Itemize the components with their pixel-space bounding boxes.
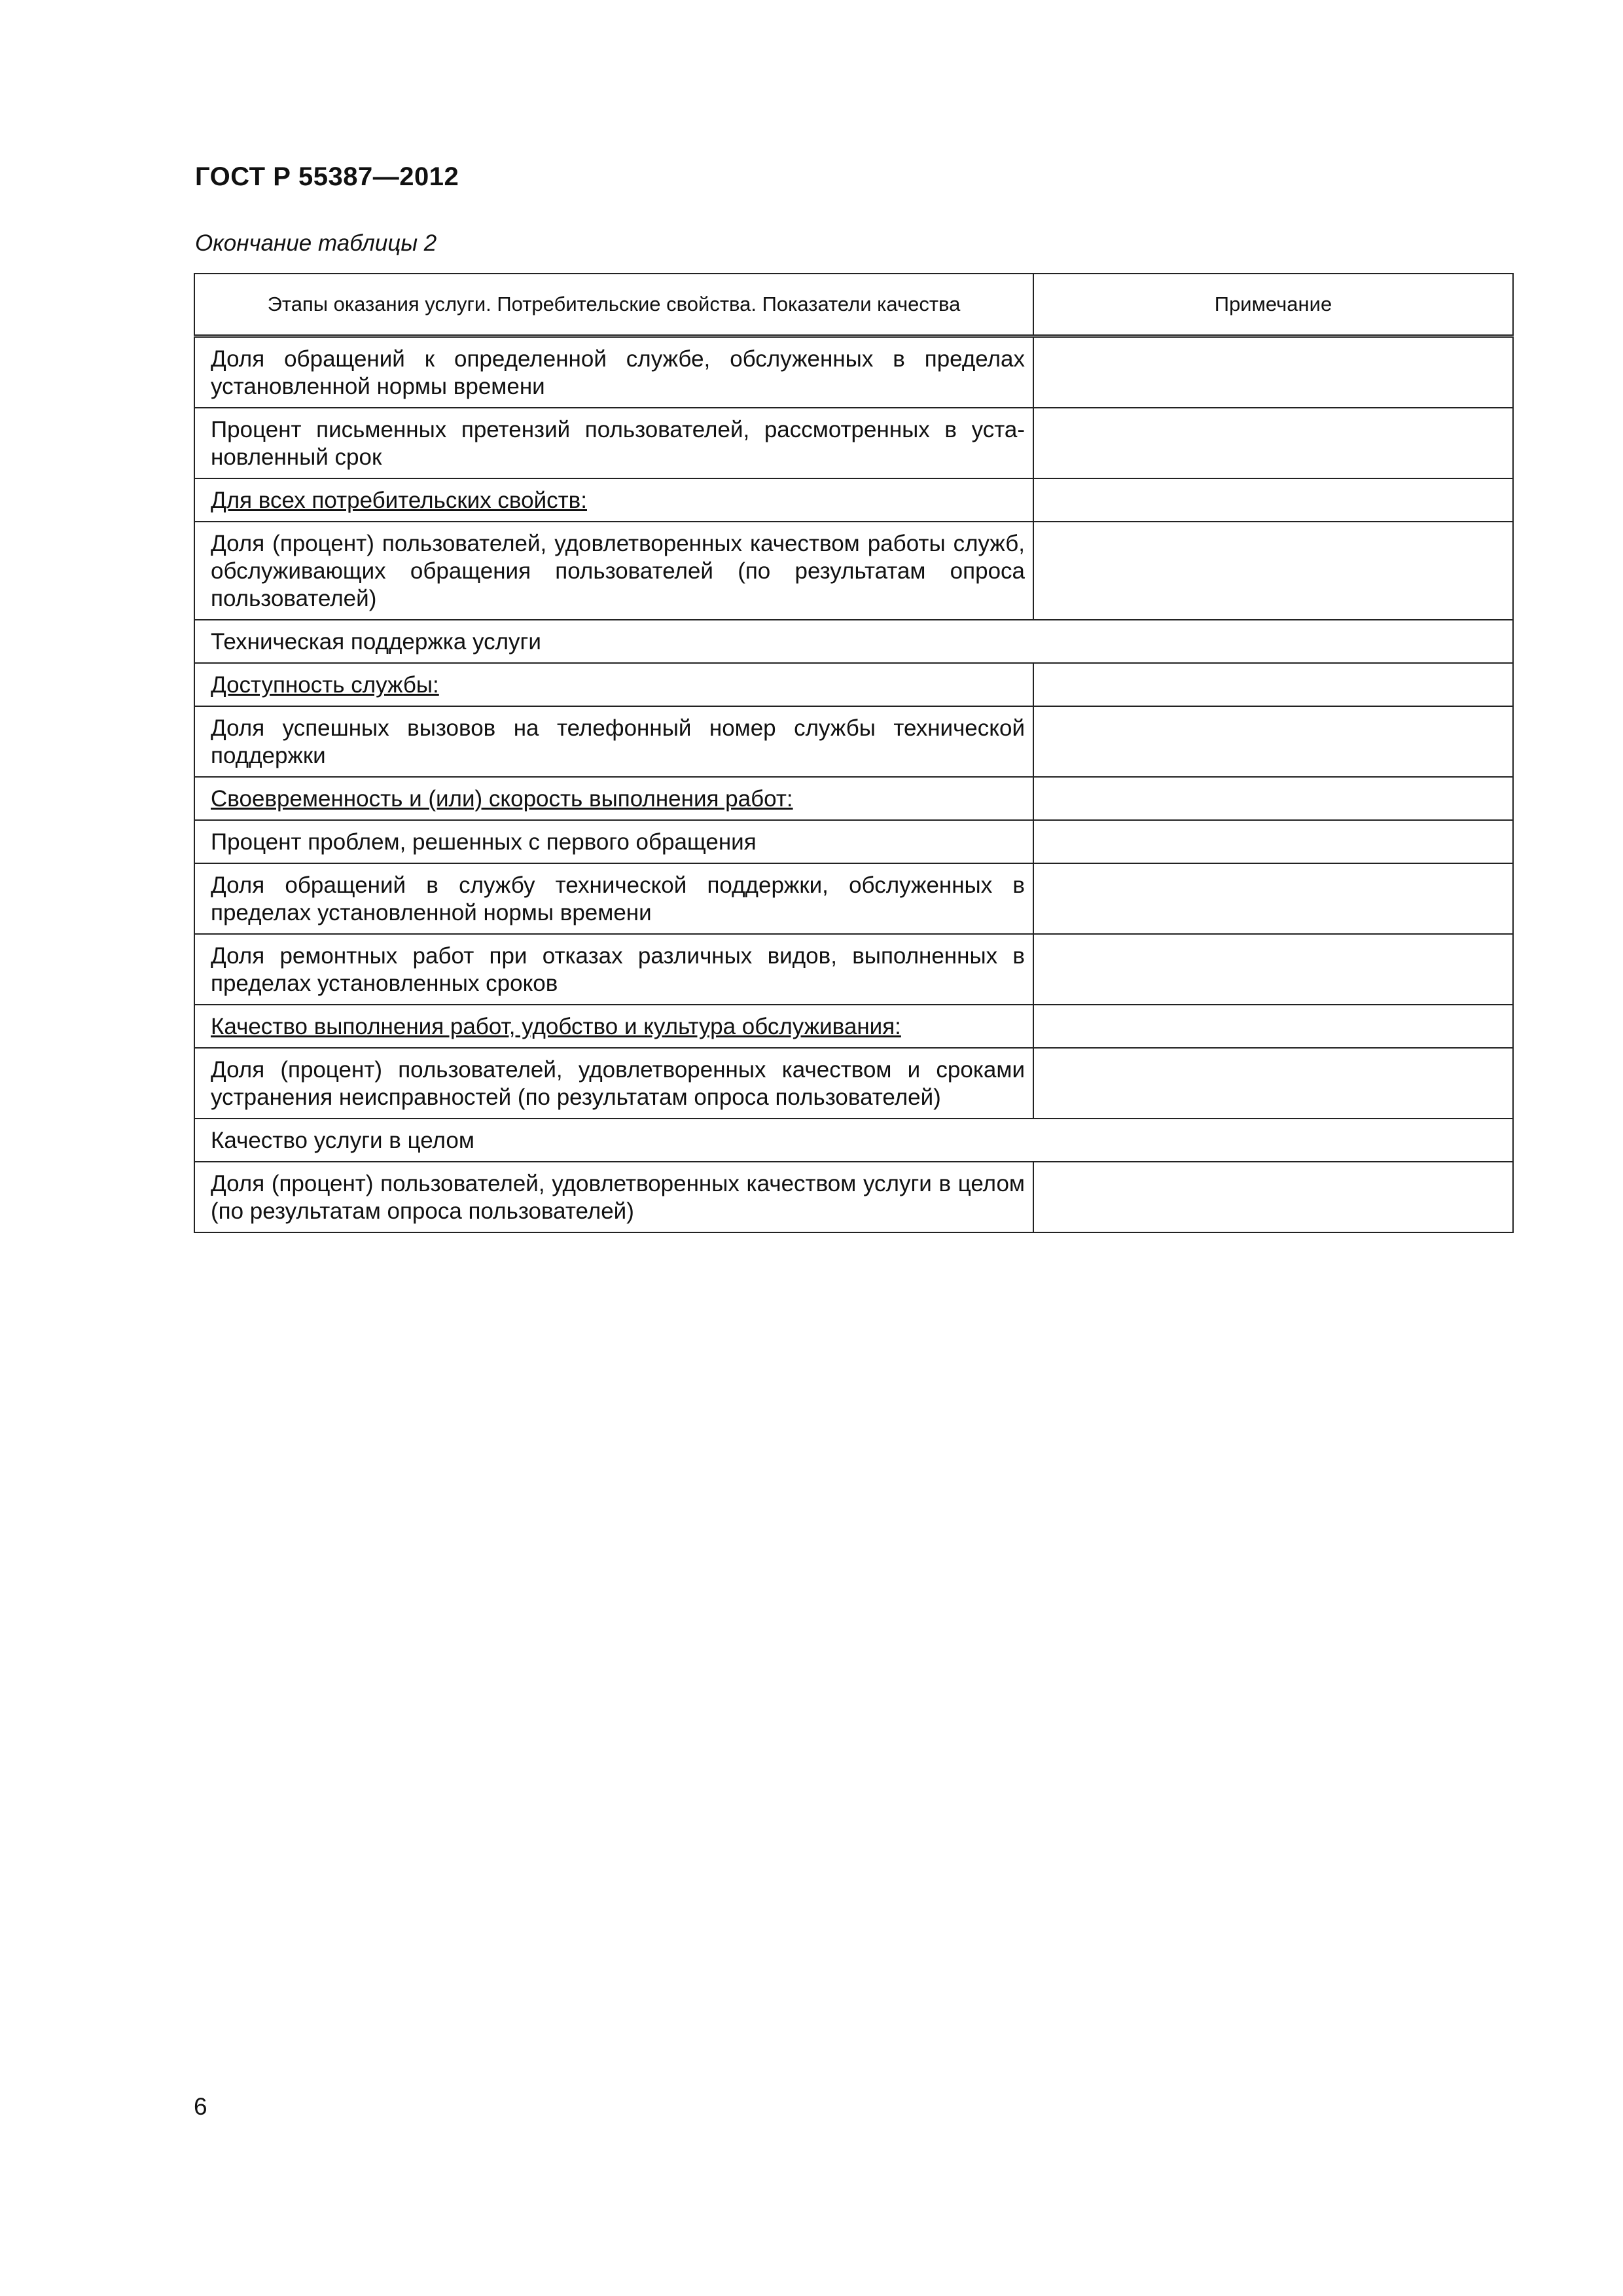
- table-row: [194, 1048, 1513, 1119]
- note-cell: [1033, 478, 1513, 522]
- property-category-label: Доступность службы:: [211, 672, 439, 698]
- property-category-cell: [194, 478, 1033, 522]
- section-row: [194, 620, 1513, 663]
- table-caption: Окончание таблицы 2: [195, 230, 437, 256]
- section-title-technical-support: Техническая поддержка услуги: [194, 620, 1513, 663]
- indicator-cell: Доля обращений в службу технической поддержки, обслуженных в пределах установленной нормы времени: [194, 863, 1033, 934]
- indicator-cell: Доля ремонтных работ при отказах различных видов, выполненных в пределах установленных сроков: [194, 934, 1033, 1005]
- table-row: [194, 1162, 1513, 1232]
- property-category-cell: [194, 777, 1033, 820]
- table-row: [194, 408, 1513, 478]
- indicator-cell: Доля (процент) пользователей, удовлетворенных качеством услуги в целом (по результатам опроса пользователей): [194, 1162, 1033, 1232]
- note-cell: [1033, 863, 1513, 934]
- table-header-row: [194, 274, 1513, 336]
- column-header-note: Примечание: [1033, 274, 1513, 336]
- property-category-label: Для всех потребительских свойств:: [211, 488, 587, 513]
- indicator-cell: Доля обращений к определенной службе, обслуженных в пределах установленной нормы времени: [194, 336, 1033, 408]
- document-code-header: ГОСТ Р 55387—2012: [195, 162, 459, 191]
- section-title-overall-quality: Качество услуги в целом: [194, 1119, 1513, 1162]
- indicator-cell: Доля успешных вызовов на телефонный номер службы технической поддержки: [194, 706, 1033, 777]
- quality-indicators-table: [194, 273, 1514, 1233]
- note-cell: [1033, 408, 1513, 478]
- note-cell: [1033, 1005, 1513, 1048]
- table-row: [194, 820, 1513, 863]
- table-row: [194, 706, 1513, 777]
- note-cell: [1033, 777, 1513, 820]
- table-row: [194, 934, 1513, 1005]
- note-cell: [1033, 706, 1513, 777]
- note-cell: [1033, 1162, 1513, 1232]
- property-category-label: Качество выполнения работ, удобство и культура обслуживания:: [211, 1014, 901, 1039]
- table-row: [194, 478, 1513, 522]
- indicator-cell: Доля (процент) пользователей, удовлетворенных качеством работы служб, обслуживающих обращения пользователей (по результатам опроса пользователей): [194, 522, 1033, 620]
- table-row: [194, 777, 1513, 820]
- section-row: [194, 1119, 1513, 1162]
- note-cell: [1033, 820, 1513, 863]
- note-cell: [1033, 522, 1513, 620]
- note-cell: [1033, 934, 1513, 1005]
- property-category-label: Своевременность и (или) скорость выполнения работ:: [211, 786, 793, 812]
- table-row: [194, 863, 1513, 934]
- property-category-cell: [194, 1005, 1033, 1048]
- note-cell: [1033, 663, 1513, 706]
- table-row: [194, 663, 1513, 706]
- indicator-cell: Процент проблем, решенных с первого обращения: [194, 820, 1033, 863]
- column-header-stages: Этапы оказания услуги. Потребительские свойства. Показатели качества: [194, 274, 1033, 336]
- table-row: [194, 522, 1513, 620]
- table-row: [194, 1005, 1513, 1048]
- note-cell: [1033, 1048, 1513, 1119]
- note-cell: [1033, 336, 1513, 408]
- page-number: 6: [194, 2093, 207, 2120]
- indicator-cell: Процент письменных претензий пользователей, рассмотренных в уста-новленный срок: [194, 408, 1033, 478]
- indicator-cell: Доля (процент) пользователей, удовлетворенных качеством и сроками устранения неисправностей (по результатам опроса пользователей): [194, 1048, 1033, 1119]
- table-row: [194, 336, 1513, 408]
- property-category-cell: [194, 663, 1033, 706]
